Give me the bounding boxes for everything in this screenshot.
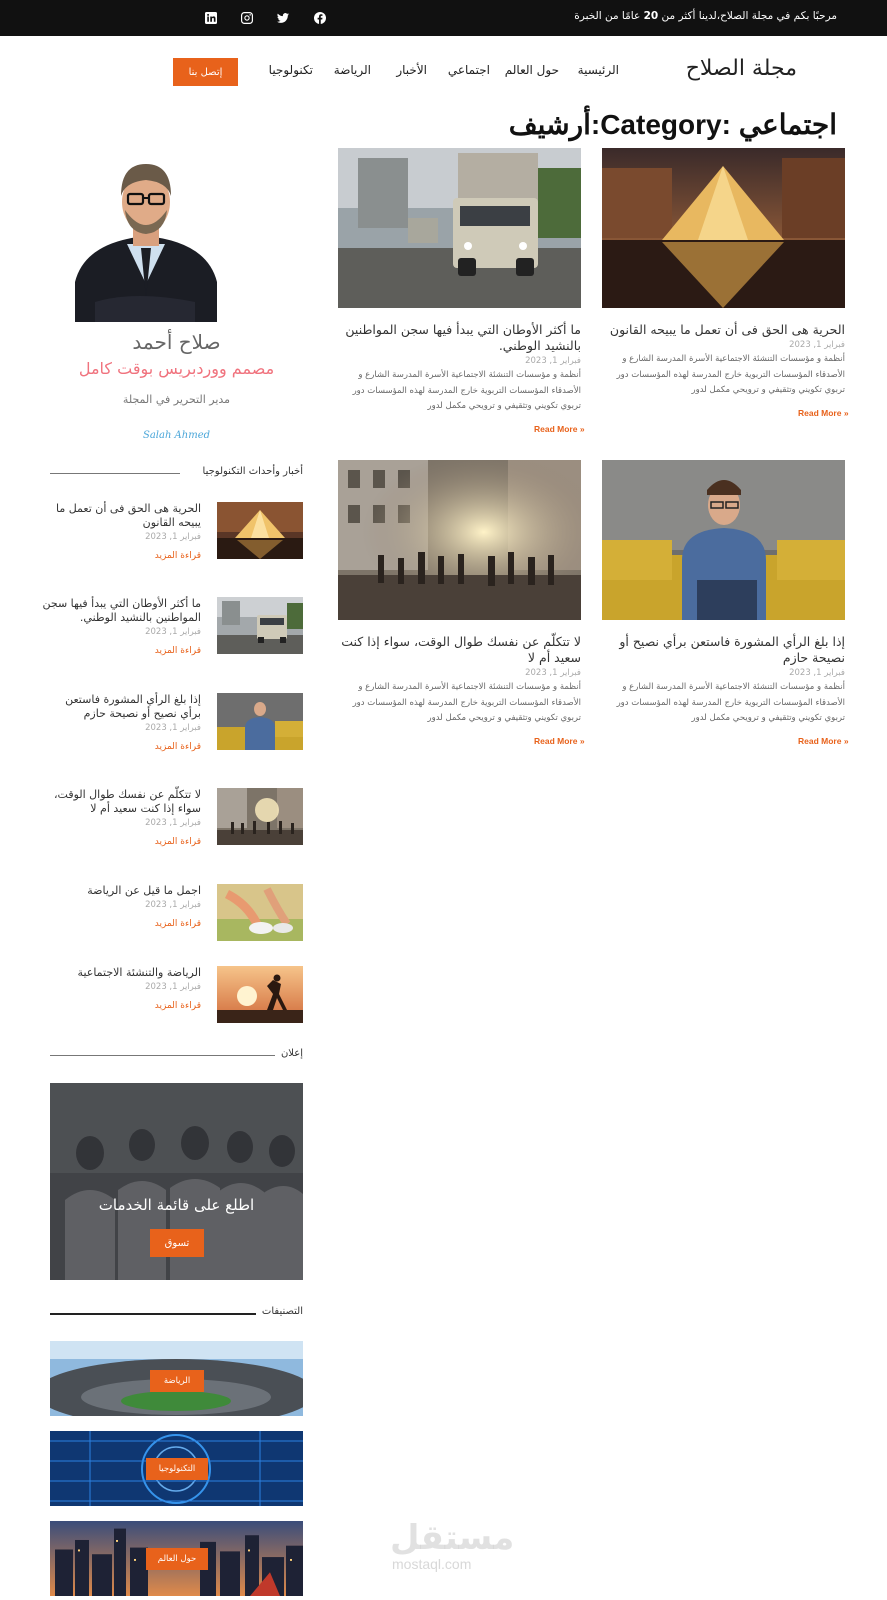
top-bar <box>0 0 887 36</box>
watermark-url: mostaql.com <box>392 1556 472 1572</box>
sidebar-thumbnail[interactable] <box>217 788 303 845</box>
author-photo <box>75 162 217 322</box>
sidebar-item-title[interactable]: إذا بلغ الرأي المشورة فاستعن برأي نصيح أو نصيحة حازم <box>65 693 201 720</box>
sidebar-thumbnail[interactable] <box>217 597 303 654</box>
watermark-logo: مستقل <box>390 1518 515 1558</box>
post-image[interactable] <box>338 148 581 308</box>
author-signature: Salah Ahmed <box>142 430 211 441</box>
sidebar-thumbnail[interactable] <box>217 693 303 750</box>
sidebar-item-date: فبراير 1, 2023 <box>145 532 201 542</box>
shop-button[interactable]: تسوق <box>150 1229 204 1257</box>
sidebar-read-more[interactable]: قراءة المزيد <box>154 1001 201 1011</box>
read-more-link[interactable]: Read More » <box>798 736 849 746</box>
post-title[interactable]: ما أكثر الأوطان التي يبدأ فيها سجن المواطنين بالنشيد الوطني. <box>345 322 581 353</box>
sidebar-thumbnail[interactable] <box>217 502 303 559</box>
sidebar-item-date: فبراير 1, 2023 <box>145 982 201 992</box>
sidebar-item-title[interactable]: لا تتكلّم عن نفسك طوال الوقت، سواء إذا كنت سعيد أم لا <box>53 788 201 815</box>
nav-technology[interactable]: تكنولوجيا <box>268 63 313 77</box>
post-image[interactable] <box>602 460 845 620</box>
heading-divider <box>50 473 180 474</box>
post-excerpt: أنظمة و مؤسسات التنشئة الاجتماعية الأسرة المدرسة الشارع و الأصدقاء المؤسسات التربوية خارج المدرسة لهذه المؤسسات دور تربوي تكويني وتثقيفي و ترويحي مكمل لدور <box>352 682 581 723</box>
read-more-link[interactable]: Read More » <box>798 408 849 418</box>
sidebar-item-date: فبراير 1, 2023 <box>145 900 201 910</box>
category-button-technology[interactable]: التكنولوجيا <box>146 1458 208 1480</box>
sidebar-item-title[interactable]: الحرية هى الحق فى أن تعمل ما يبيحه القانون <box>55 502 201 529</box>
sidebar-item-date: فبراير 1, 2023 <box>145 723 201 733</box>
heading-label: أخبار وأحداث التكنولوجيا <box>197 466 303 477</box>
linkedin-icon[interactable] <box>203 10 219 26</box>
sidebar-read-more[interactable]: قراءة المزيد <box>154 919 201 929</box>
sidebar-read-more[interactable]: قراءة المزيد <box>154 742 201 752</box>
read-more-link[interactable]: Read More » <box>534 424 585 434</box>
instagram-icon[interactable] <box>239 10 255 26</box>
sidebar-news-heading <box>50 466 303 480</box>
heading-divider <box>50 1055 275 1056</box>
sidebar-item-title[interactable]: ما أكثر الأوطان التي يبدأ فيها سجن المواطنين بالنشيد الوطني. <box>42 597 201 624</box>
post-title[interactable]: لا تتكلّم عن نفسك طوال الوقت، سواء إذا كنت سعيد أم لا <box>341 634 581 665</box>
post-date: فبراير 1, 2023 <box>789 668 845 678</box>
sidebar-thumbnail[interactable] <box>217 966 303 1023</box>
sidebar-item-date: فبراير 1, 2023 <box>145 627 201 637</box>
sidebar-read-more[interactable]: قراءة المزيد <box>154 837 201 847</box>
post-image[interactable] <box>602 148 845 308</box>
sidebar-read-more[interactable]: قراءة المزيد <box>154 646 201 656</box>
post-title[interactable]: الحرية هى الحق فى أن تعمل ما يبيحه القانون <box>609 322 845 337</box>
welcome-text: مرحبًا بكم في مجلة الصلاح،لدينا أكثر من <box>661 10 837 22</box>
heading-divider <box>50 1313 260 1315</box>
archive-title: أرشيف:Category: اجتماعي <box>508 109 837 140</box>
nav-sports[interactable]: الرياضة <box>333 63 371 77</box>
post-title[interactable]: إذا بلغ الرأي المشورة فاستعن برأي نصيح أو نصيحة حازم <box>619 634 845 665</box>
sidebar-ad-heading <box>50 1048 303 1062</box>
post-date: فبراير 1, 2023 <box>525 668 581 678</box>
twitter-icon[interactable] <box>275 10 291 26</box>
post-excerpt: أنظمة و مؤسسات التنشئة الاجتماعية الأسرة المدرسة الشارع و الأصدقاء المؤسسات التربوية خارج المدرسة لهذه المؤسسات دور تربوي تكويني وتثقيفي و ترويحي مكمل لدور <box>352 370 581 411</box>
read-more-link[interactable]: Read More » <box>534 736 585 746</box>
heading-label: إعلان <box>275 1048 303 1059</box>
author-subtitle: مدير التحرير في المجلة <box>122 393 231 406</box>
nav-social[interactable]: اجتماعي <box>447 63 490 77</box>
nav-home[interactable]: الرئيسية <box>577 63 619 77</box>
author-name: صلاح أحمد <box>132 330 221 354</box>
contact-button[interactable]: إتصل بنا <box>173 58 238 86</box>
welcome-years: 20 <box>643 10 659 22</box>
post-image[interactable] <box>338 460 581 620</box>
author-role: مصمم ووردبريس بوقت كامل <box>78 359 275 378</box>
sidebar-thumbnail[interactable] <box>217 884 303 941</box>
sidebar-item-date: فبراير 1, 2023 <box>145 818 201 828</box>
category-button-sports[interactable]: الرياضة <box>150 1370 204 1392</box>
sidebar-read-more[interactable]: قراءة المزيد <box>154 551 201 561</box>
post-date: فبراير 1, 2023 <box>525 356 581 366</box>
nav-news[interactable]: الأخبار <box>396 63 427 77</box>
sidebar-item-title[interactable]: اجمل ما قيل عن الرياضة <box>87 884 201 897</box>
welcome-message <box>574 10 837 22</box>
post-excerpt: أنظمة و مؤسسات التنشئة الاجتماعية الأسرة المدرسة الشارع و الأصدقاء المؤسسات التربوية خارج المدرسة لهذه المؤسسات دور تربوي تكويني وتثقيفي و ترويحي مكمل لدور <box>616 682 845 723</box>
heading-label: التصنيفات <box>256 1306 303 1317</box>
facebook-icon[interactable] <box>312 10 328 26</box>
nav-world[interactable]: حول العالم <box>504 63 559 77</box>
welcome-tail: عامًا من الخبرة <box>574 10 641 22</box>
post-excerpt: أنظمة و مؤسسات التنشئة الاجتماعية الأسرة المدرسة الشارع و الأصدقاء المؤسسات التربوية خارج المدرسة لهذه المؤسسات دور تربوي تكويني وتثقيفي و ترويحي مكمل لدور <box>616 354 845 395</box>
category-button-world[interactable]: حول العالم <box>146 1548 208 1570</box>
ad-title: اطلع على قائمة الخدمات <box>98 1196 255 1214</box>
site-logo[interactable]: مجلة الصلاح <box>685 56 797 81</box>
sidebar-categories-heading <box>50 1306 303 1320</box>
sidebar-item-title[interactable]: الرياضة والتنشئة الاجتماعية <box>77 966 201 979</box>
post-date: فبراير 1, 2023 <box>789 340 845 350</box>
